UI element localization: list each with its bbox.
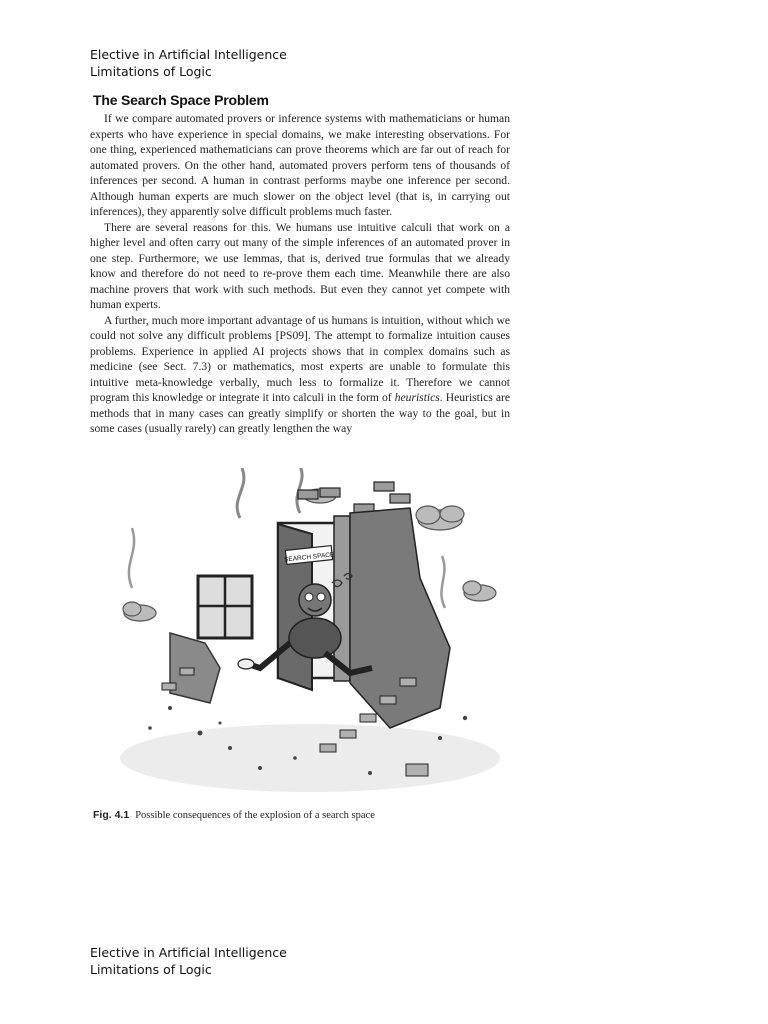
smoke-wisp [129,528,134,588]
figure-illustration [110,468,510,798]
cloud [463,581,496,601]
ruined-wall [350,508,450,728]
header-course-title: Elective in Artificial Intelligence [90,47,287,62]
paragraph-1: If we compare automated provers or inference systems with mathematicians or human experts who have experience in special domains, we make interesting observations. For one thing, experienced mathematicians can prove theorems which are far out of reach for automated provers. On the other hand, automated provers perform tens of thousands of inferences per second. A human in contrast performs maybe one inference per second. Although human experts are much slower on the object level (that is, in carrying out inferences), they apparently solve difficult problems much faster. [90,112,510,218]
cloud [123,602,156,621]
footer-course-title: Elective in Artificial Intelligence [90,945,287,960]
figure-number: Fig. 4.1 [93,809,130,821]
window-frame [198,576,252,638]
cloud [416,506,464,530]
ground [120,724,500,792]
figure-caption [93,809,375,821]
search-space-cartoon [110,468,510,798]
paragraph-3 [90,313,510,437]
header-topic: Limitations of Logic [90,64,212,79]
paragraph-2: There are several reasons for this. We humans use intuitive calculi that work on a higher level and often carry out many of the simple inferences of an automated prover in one step. Furthermore, we use lemmas, that is, derived true formulas that we already know and therefore do not need to re-prove them each time. Meanwhile there are also machine provers that work with such methods. But even they cannot yet compete with human experts. [90,220,510,311]
section-title: The Search Space Problem [93,92,269,108]
broken-wall [170,633,220,703]
running-header [90,46,287,80]
smoke-wisp [441,556,445,608]
brick-stack [298,482,410,513]
body-text [90,111,510,437]
paragraph-3-end: . Heuristics are methods that in many cases can greatly simplify or shorten the way to the goal, but in some cases (usually rarely) can greatly lengthen the way [90,391,510,435]
paragraph-3-start: A further, much more important advantage of us humans is intuition, without which we could not solve any difficult problems [PS09]. The attempt to formalize intuition causes problems. Experience in applied AI projects shows that in complex domains such as medicine (see Sect. 7.3) or mathematics, most experts are unable to formulate this intuitive meta-knowledge verbally, much less to formalize it. Therefore we cannot program this knowledge or integrate it into calculi in the form of [90,313,510,404]
door-sign-text: SEARCH SPACE [283,551,335,564]
running-footer [90,944,287,978]
heuristics-term: heuristics [394,391,440,404]
figure-caption-text: Possible consequences of the explosion of a search space [135,810,375,821]
footer-topic: Limitations of Logic [90,962,212,977]
smoke-wisp [237,468,244,518]
